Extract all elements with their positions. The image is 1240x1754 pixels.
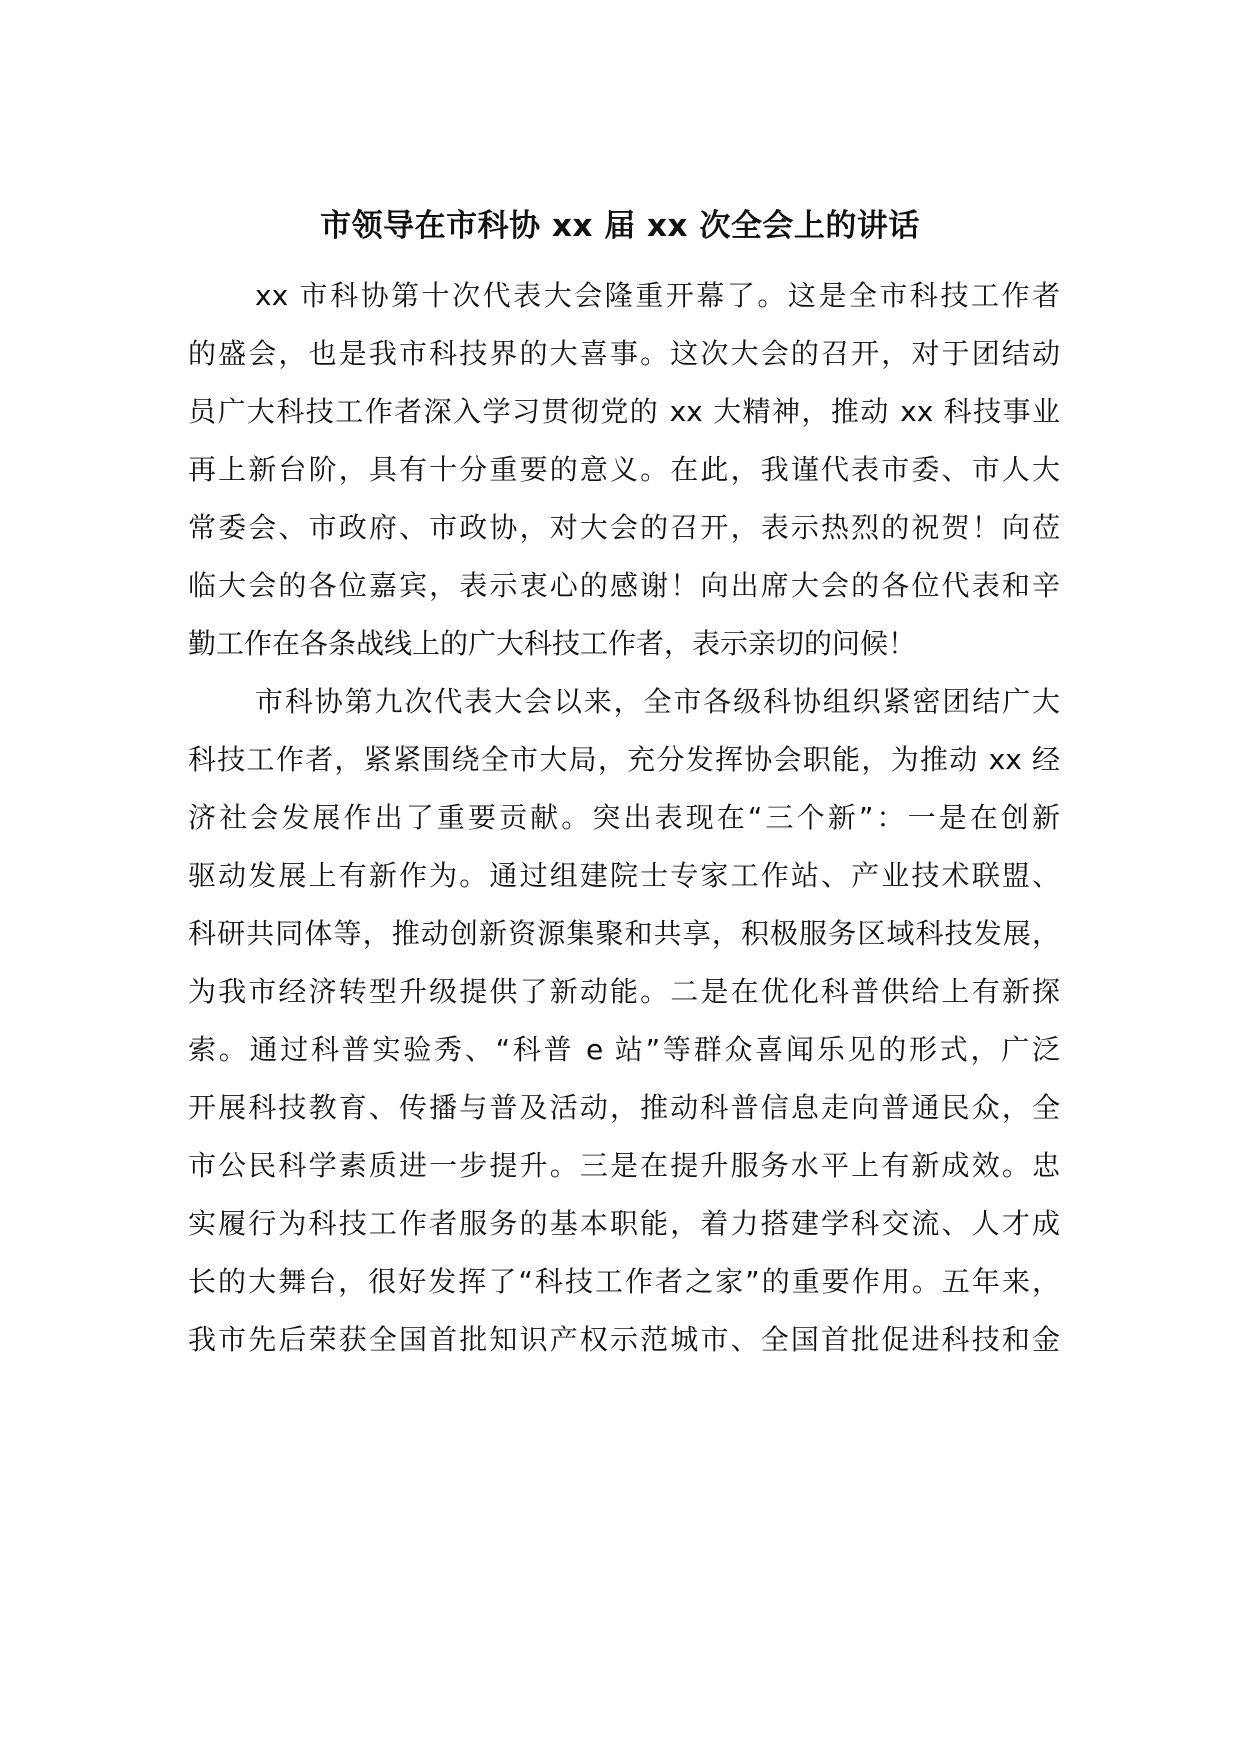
paragraph-2-line-11: 长的大舞台，很好发挥了“科技工作者之家”的重要作用。五年来， [188,1265,1060,1298]
paragraph-2-line-3: 济社会发展作出了重要贡献。突出表现在“三个新”：一是在创新 [188,801,1060,834]
paragraph-1-line-1: xx 市科协第十次代表大会隆重开幕了。这是全市科技工作者 [255,279,1060,312]
paragraph-2-line-6: 为我市经济转型升级提供了新动能。二是在优化科普供给上有新探 [188,975,1060,1008]
paragraph-2-line-1: 市科协第九次代表大会以来，全市各级科协组织紧密团结广大 [255,685,1060,718]
paragraph-2-line-10: 实履行为科技工作者服务的基本职能，着力搭建学科交流、人才成 [188,1207,1060,1240]
paragraph-1-line-7: 勤工作在各条战线上的广大科技工作者，表示亲切的问候！ [188,627,917,660]
paragraph-2-line-7: 索。通过科普实验秀、“科普 e 站”等群众喜闻乐见的形式，广泛 [188,1033,1060,1066]
document-title: 市领导在市科协 xx 届 xx 次全会上的讲话 [320,208,920,244]
paragraph-2-line-2: 科技工作者，紧紧围绕全市大局，充分发挥协会职能，为推动 xx 经 [188,743,1060,776]
paragraph-2-line-5: 科研共同体等，推动创新资源集聚和共享，积极服务区域科技发展， [188,917,1060,950]
paragraph-2-line-4: 驱动发展上有新作为。通过组建院士专家工作站、产业技术联盟、 [188,859,1060,892]
paragraph-2-line-9: 市公民科学素质进一步提升。三是在提升服务水平上有新成效。忠 [188,1149,1060,1182]
paragraph-2-line-8: 开展科技教育、传播与普及活动，推动科普信息走向普通民众，全 [188,1091,1060,1124]
paragraph-1-line-3: 员广大科技工作者深入学习贯彻党的 xx 大精神，推动 xx 科技事业 [188,395,1060,428]
paragraph-1-line-2: 的盛会，也是我市科技界的大喜事。这次大会的召开，对于团结动 [188,337,1060,370]
paragraph-1-line-5: 常委会、市政府、市政协，对大会的召开，表示热烈的祝贺！向莅 [188,511,1060,544]
paragraph-1-line-6: 临大会的各位嘉宾，表示衷心的感谢！向出席大会的各位代表和辛 [188,569,1060,602]
paragraph-1-line-4: 再上新台阶，具有十分重要的意义。在此，我谨代表市委、市人大 [188,453,1060,486]
paragraph-2-line-12: 我市先后荣获全国首批知识产权示范城市、全国首批促进科技和金 [188,1323,1060,1356]
